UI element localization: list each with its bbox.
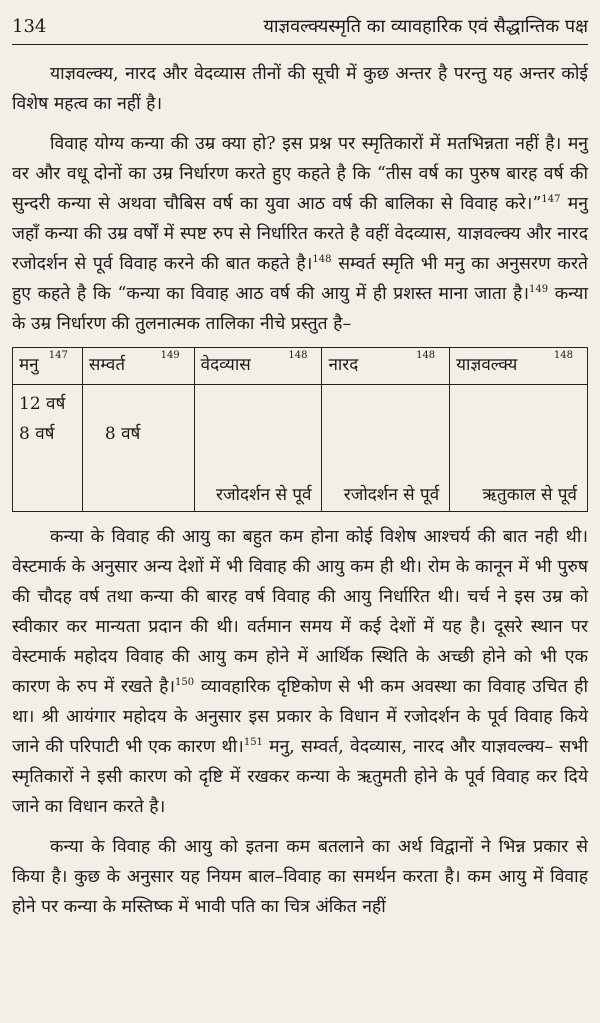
header-rule: [12, 44, 588, 45]
header-yajnavalkya: याज्ञवल्क्य 148: [450, 348, 588, 385]
paragraph-4: कन्या के विवाह की आयु को इतना कम बतलाने का अर्थ विद्वानों ने भिन्न प्रकार से किया है। कुछ के अनुसार यह नियम बाल–विवाह का समर्थन करता है। कम आयु में विवाह होने पर कन्या के मस्तिष्क में भावी पति का चित्र अंकित नहीं: [12, 837, 588, 917]
paragraph-3: कन्या के विवाह की आयु का बहुत कम होना कोई विशेष आश्चर्य की बात नही थी। वेस्टमार्क के अनुसार अन्य देशों में भी विवाह की आयु कम ही थी। रोम के कानून में भी पुरुष की चौदह वर्ष तथा कन्या की बारह वर्ष विवाह की आयु निर्धारित थी। चर्च ने इस उम्र को स्वीकार कर मान्यता प्रदान की थी। वर्तमान समय में कई देशों में यह है। दूसरे स्थान पर वेस्टमार्क महोदय विवाह की आयु कम होने में आर्थिक स्थिति के अच्छी होने को भी एक कारण के रुप में रखते है।$^{150}$ व्यावहारिक दृष्टिकोण से भी कम अवस्था का विवाह उचित ही था। श्री आयंगार महोदय के अनुसार इस प्रकार के विधान में रजोदर्शन के पूर्व विवाह किये जाने की परिपाटी भी एक कारण थी।$^{151}$ मनु, सम्वर्त, वेदव्यास, नारद और याज्ञवल्क्य– सभी स्मृतिकारों ने इसी कारण को दृष्टि में रखकर कन्या के ऋतुमती होने के पूर्व विवाह कर दिये जाने का विधान करते है।: [12, 527, 588, 817]
table-row: [13, 385, 588, 512]
comparison-table: [12, 347, 588, 512]
footnote-ref-147: 147: [541, 194, 561, 206]
header-vedvyas: वेदव्यास 148: [194, 348, 322, 385]
paragraph-2-text-b: मनु जहाँ कन्या की उम्र वर्षों में स्पष्ट रुप से निर्धारित करते है वहीं वेदव्यास, याज्ञवल्क्य और नारद रजोदर्शन से पूर्व विवाह करने की बात कहते है।: [12, 194, 588, 274]
running-title: याज्ञवल्क्यस्मृति का व्यावहारिक एवं सैद्धान्तिक पक्ष: [263, 16, 588, 37]
paragraph-2-text-d: कन्या के उम्र निर्धारण की तुलनात्मक तालिका नीचे प्रस्तुत है–: [12, 284, 588, 334]
header-samvart: सम्वर्त 149: [82, 348, 194, 385]
paragraph-2-text-a: विवाह योग्य कन्या की उम्र क्या हो? इस प्रश्न पर स्मृतिकारों में मतभिन्नता नहीं है। मनु वर और वधू दोनों का उम्र निर्धारण करते हुए कहते है कि “तीस वर्ष का पुरुष बारह वर्ष की सुन्दरी कन्या से अथवा चौबिस वर्ष का युवा आठ वर्ष की बालिका से विवाह करे।”: [12, 134, 588, 214]
cell-manu: 12 वर्ष 8 वर्ष: [13, 385, 83, 512]
cell-narad: रजोदर्शन से पूर्व: [322, 385, 450, 512]
footnote-ref-151: 151: [243, 737, 263, 749]
cell-yajnavalkya: ऋतुकाल से पूर्व: [450, 385, 588, 512]
cell-vedvyas: रजोदर्शन से पूर्व: [194, 385, 322, 512]
footnote-ref-149: 149: [528, 284, 549, 296]
header-manu: मनु 147: [13, 348, 83, 385]
header-narad: नारद 148: [322, 348, 450, 385]
page-header: [12, 14, 588, 38]
paragraph-1: याज्ञवल्क्य, नारद और वेदव्यास तीनों की सूची में कुछ अन्तर है परन्तु यह अन्तर कोई विशेष महत्व का नहीं है।: [12, 64, 588, 114]
paragraph-2-text-c: सम्वर्त स्मृति भी मनु का अनुसरण करते हुए कहते है कि “कन्या का विवाह आठ वर्ष की आयु में ही प्रशस्त माना जाता है।: [12, 254, 588, 304]
footnote-ref-148: 148: [312, 254, 332, 266]
table-header-row: [13, 348, 588, 385]
paragraph-2: [12, 129, 588, 339]
cell-samvart: 8 वर्ष: [82, 385, 194, 512]
page-number: 134: [12, 16, 47, 37]
footnote-ref-150: 150: [175, 677, 195, 689]
